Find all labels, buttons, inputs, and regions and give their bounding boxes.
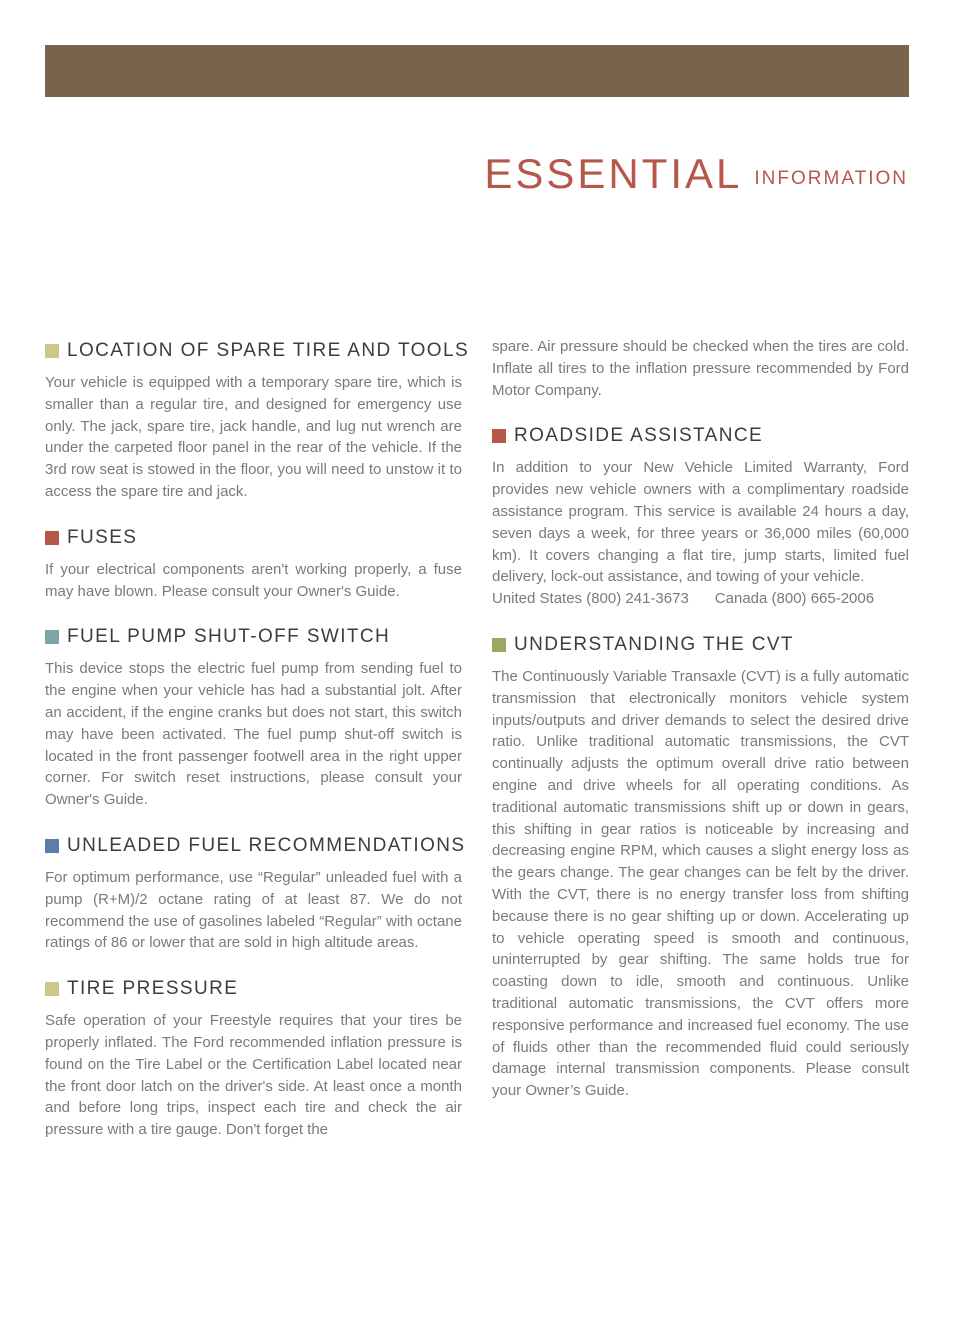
red-square-marker-icon xyxy=(492,429,506,443)
section-body: The Continuously Variable Transaxle (CVT) is a fully automatic transmission that electronically monitors vehicle system inputs/outputs and driver demands to select the desired drive ratio. Unlike traditional automatic transmissions, the CVT continually adjusts the optimum overall drive ratio between engine and drive wheels for all operating conditions. As traditional automatic transmissions shift up or down in gears, this shifting in gear ratios is noticeable by increasing and decreasing engine RPM, which causes a slight energy loss as the gears change. The gear changes can be felt by the driver. With the CVT, there is no energy transfer loss from shifting because there is no gear shifting up or down. Accelerating up to vehicle operating speed is smooth and continuous, uninterrupted by gear shifting. The same holds true for coasting down to idle, smooth and continuous. Unlike traditional automatic transmissions, the CVT offers more responsive performance and increased fuel economy. The use of fluids other than the recommended fluid could seriously damage internal transmission components. Please consult your Owner’s Guide. xyxy=(492,667,909,1100)
section-body: If your electrical components aren't working properly, a fuse may have blown. Please consult your Owner's Guide. xyxy=(45,560,462,600)
section-tire-pressure-continued xyxy=(492,336,909,401)
section-fuel-pump xyxy=(45,622,462,811)
green-square-marker-icon xyxy=(492,638,506,652)
page-title-main: ESSENTIAL xyxy=(484,150,743,197)
page-title-sub: INFORMATION xyxy=(754,168,908,189)
section-body: For optimum performance, use “Regular” unleaded fuel with a pump (R+M)/2 octane rating of at least 87. We do not recommend the use of gasolines labeled “Regular” with octane ratings of 86 or lower that are sold in high altitude areas. xyxy=(45,868,462,952)
section-body-continued: spare. Air pressure should be checked when the tires are cold. Inflate all tires to the inflation pressure recommended by Ford Motor Company. xyxy=(492,338,909,399)
red-square-marker-icon xyxy=(45,531,59,545)
section-title: ROADSIDE ASSISTANCE xyxy=(514,425,764,447)
section-body: In addition to your New Vehicle Limited Warranty, Ford provides new vehicle owners with a complimentary roadside assistance program. This service is available 24 hours a day, seven days a week, for three years or 36,000 miles (60,000 km). It covers changing a flat tire, jump starts, limited fuel delivery, lock-out assistance, and towing of your vehicle. xyxy=(492,459,909,586)
section-roadside xyxy=(492,421,909,610)
phone-numbers xyxy=(492,588,909,610)
page-title xyxy=(484,150,908,198)
section-title: UNDERSTANDING THE CVT xyxy=(514,633,794,655)
section-title: FUSES xyxy=(67,526,138,548)
section-tire-pressure xyxy=(45,974,462,1141)
right-column xyxy=(492,336,909,1122)
section-header xyxy=(492,630,909,660)
section-header xyxy=(45,831,466,861)
section-fuses xyxy=(45,523,462,603)
teal-square-marker-icon xyxy=(45,630,59,644)
section-header xyxy=(45,974,462,1004)
section-header xyxy=(45,622,462,652)
section-title: TIRE PRESSURE xyxy=(67,978,239,1000)
section-body: Safe operation of your Freestyle requires that your tires be properly inflated. The Ford recommended inflation pressure is found on the Tire Label or the Certification Label located near the front door latch on the driver's side. At least once a month and before long trips, inspect each tire and check the air pressure with a tire gauge. Don't forget the xyxy=(45,1012,462,1139)
header-bar xyxy=(45,45,909,97)
section-body: This device stops the electric fuel pump from sending fuel to the engine when your vehicle has had a substantial jolt. After an accident, if the engine cranks but does not start, this switch may have been activated. The fuel pump shut-off switch is located in the front passenger footwell area in the right upper corner. For switch reset instructions, please consult your Owner's Guide. xyxy=(45,660,462,809)
olive-square-marker-icon xyxy=(45,982,59,996)
section-header xyxy=(45,336,470,366)
section-header xyxy=(492,421,909,451)
section-header xyxy=(45,523,462,553)
olive-square-marker-icon xyxy=(45,344,59,358)
section-unleaded-fuel xyxy=(45,831,466,954)
section-title: LOCATION OF SPARE TIRE AND TOOLS xyxy=(67,340,470,361)
section-spare-tire xyxy=(45,336,470,503)
blue-square-marker-icon xyxy=(45,839,59,853)
section-title: UNLEADED FUEL RECOMMENDATIONS xyxy=(67,834,466,856)
section-cvt xyxy=(492,630,909,1102)
section-title: FUEL PUMP SHUT-OFF SWITCH xyxy=(67,626,391,648)
section-body: Your vehicle is equipped with a temporary spare tire, which is smaller than a regular tire, and designed for emergency use only. The jack, spare tire, jack handle, and lug nut wrench are under the carpeted floor panel in the rear of the vehicle. If the 3rd row seat is stowed in the floor, you will need to unstow it to access the spare tire and jack. xyxy=(45,374,462,500)
phone-us: United States (800) 241-3673 xyxy=(492,590,689,608)
left-column xyxy=(45,336,470,1161)
phone-canada: Canada (800) 665-2006 xyxy=(714,590,875,608)
